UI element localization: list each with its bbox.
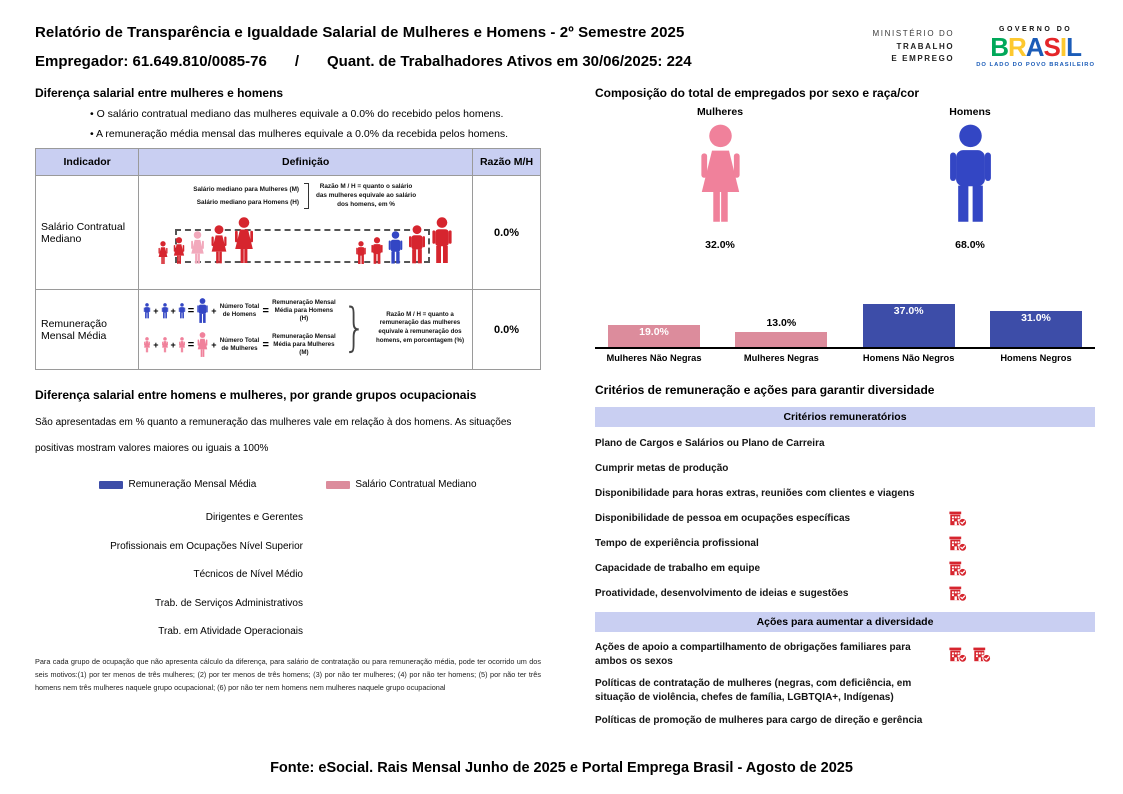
report-header	[0, 0, 1123, 70]
report-subtitle	[35, 53, 692, 70]
occupational-section-title: Diferença salarial entre homens e mulheres, por grande grupos ocupacionais	[35, 388, 477, 402]
bar-column	[726, 317, 836, 347]
report-title: Relatório de Transparência e Igualdade Salarial de Mulheres e Homens - 2º Semestre 2025	[35, 24, 685, 41]
bar-value-label: 19.0%	[639, 326, 669, 339]
header-logos	[873, 26, 1095, 68]
man-icon	[355, 241, 367, 265]
action-item: Ações de apoio a compartilhamento de obrigações familiares para ambos os sexos	[595, 641, 1095, 668]
woman-icon	[172, 237, 186, 265]
man-icon	[161, 303, 169, 319]
indicator-name: Remuneração Mensal Média	[36, 290, 139, 370]
women-result-label: Remuneração Mensal Média para Mulheres (M)	[272, 332, 336, 357]
bar-value-label: 37.0%	[893, 305, 924, 318]
definition-cell	[139, 290, 473, 370]
action-item: Políticas de contratação de mulheres (negras, com deficiência, em situação de violência, chefes de família, LGBTQIA+, Indígenas)	[595, 678, 912, 703]
report-body	[0, 70, 1123, 738]
gov-logo-top: GOVERNO DO	[999, 26, 1073, 33]
x-label: Homens Não Negros	[862, 353, 955, 363]
gov-logo-tagline: DO LADO DO POVO BRASILEIRO	[976, 62, 1095, 68]
women-total-label: Número Total de Mulheres	[219, 336, 260, 352]
criteria-section-title: Critérios de remuneração e ações para garantir diversidade	[595, 383, 935, 397]
bar-column	[854, 304, 964, 347]
woman-icon	[178, 337, 186, 353]
women-group-icons	[157, 217, 256, 265]
men-total-label: Número Total de Homens	[219, 302, 260, 318]
woman-icon	[232, 217, 256, 265]
median-men-label: Salário mediano para Homens (H)	[196, 199, 300, 207]
bar-homens-nao-negros	[863, 304, 955, 347]
ratio-value: 0.0%	[473, 290, 541, 370]
bar-column	[981, 311, 1091, 347]
company-check-icon	[949, 536, 967, 552]
bullet-average-pay: • A remuneração média mensal das mulheres equivale a 0.0% da recebida pelos homens.	[90, 128, 541, 140]
bar-value-label: 31.0%	[1021, 312, 1051, 325]
legend-item	[99, 479, 256, 490]
man-icon	[407, 225, 427, 265]
man-icon	[387, 231, 404, 265]
man-icon	[430, 217, 454, 265]
header-titles	[35, 24, 692, 70]
action-item: Políticas de promoção de mulheres para cargo de direção e gerência	[595, 715, 923, 727]
bar-homens-negros	[990, 311, 1082, 347]
definition-cell	[139, 176, 473, 290]
bar-mulheres-nao-negras	[608, 325, 700, 347]
pay-gap-section-title: Diferença salarial entre mulheres e homens	[35, 86, 284, 100]
col-header-definicao: Definição	[139, 149, 473, 176]
men-group-icons	[355, 217, 454, 265]
x-label: Homens Negros	[1000, 353, 1072, 363]
category-label: Dirigentes e Gerentes	[205, 512, 303, 523]
race-composition-bar-chart	[595, 301, 1095, 349]
woman-icon	[143, 337, 151, 353]
bullet-median-salary: • O salário contratual mediano das mulheres equivale a 0.0% do recebido pelos homens.	[90, 108, 541, 120]
woman-icon	[161, 337, 169, 353]
man-icon	[196, 298, 209, 324]
female-label: Mulheres	[696, 106, 744, 118]
criteria-item: Plano de Cargos e Salários ou Plano de Carreira	[595, 438, 825, 450]
man-icon	[178, 303, 186, 319]
col-header-indicador: Indicador	[36, 149, 139, 176]
women-average-formula: + + = + Número Total de Mulheres = Remuneração Mensal Média para Mulheres (M)	[143, 332, 337, 358]
woman-icon	[189, 231, 206, 265]
x-label: Mulheres Não Negras	[606, 353, 702, 363]
occupational-legend	[35, 479, 541, 490]
actions-list	[595, 641, 1095, 729]
col-header-razao: Razão M/H	[473, 149, 541, 176]
company-check-icon	[949, 561, 967, 577]
company-check-icon	[973, 647, 991, 663]
criteria-item: Disponibilidade de pessoa em ocupações específicas	[595, 511, 1095, 527]
bar-value-label: 13.0%	[766, 317, 797, 330]
active-workers-count: Quant. de Trabalhadores Ativos em 30/06/2025: 224	[326, 53, 692, 70]
category-label: Técnicos de Nível Médio	[193, 569, 303, 580]
governo-do-brasil-logo	[976, 26, 1095, 68]
brasil-wordmark: BRASIL	[990, 32, 1082, 62]
median-ratio-note: Razão M / H = quanto o salário das mulheres equivale ao salário dos homens, em %	[315, 183, 417, 208]
occupational-description: São apresentadas em % quanto a remuneração das mulheres vale em relação à dos homens. As situações positivas mostram valores maiores ou iguais a 100%	[35, 417, 512, 454]
man-icon	[370, 237, 384, 265]
brace-shape: }	[342, 297, 367, 358]
median-women-label: Salário mediano para Mulheres (M)	[193, 186, 300, 193]
category-label: Trab. em Atividade Operacionais	[158, 626, 303, 637]
bracket-shape	[304, 183, 309, 209]
median-salary-figure	[143, 213, 468, 271]
subtitle-separator: /	[294, 53, 299, 70]
category-label: Profissionais em Ocupações Nível Superior	[110, 540, 303, 552]
bar-column	[599, 325, 709, 347]
men-average-formula: + + = + Número Total de Homens = Remuneração Mensal Média para Homens (H)	[143, 298, 337, 324]
male-percentage: 68.0%	[955, 239, 985, 251]
ministerio-trabalho-logo	[873, 28, 955, 65]
pay-gap-bullets	[90, 108, 541, 140]
criteria-item: Proatividade, desenvolvimento de ideias e sugestões	[595, 586, 1095, 602]
employer-id: Empregador: 61.649.810/0085-76	[35, 53, 267, 70]
bar-mulheres-negras	[735, 317, 827, 347]
woman-icon	[209, 225, 229, 265]
man-icon	[143, 303, 151, 319]
mte-line2: TRABALHO	[896, 41, 955, 51]
pink-legend-swatch	[326, 481, 350, 489]
indicators-table	[35, 148, 541, 370]
legend-label: Remuneração Mensal Média	[128, 479, 257, 490]
criteria-item: Disponibilidade para horas extras, reuniões com clientes e viagens	[595, 488, 915, 500]
female-composition	[615, 106, 825, 251]
actions-group-header: Ações para aumentar a diversidade	[595, 612, 1095, 632]
men-result-label: Remuneração Mensal Média para Homens (H)	[272, 298, 336, 323]
criteria-item: Tempo de experiência profissional	[595, 536, 1095, 552]
occupational-categories	[35, 512, 303, 637]
company-check-icon	[949, 586, 967, 602]
criteria-group-header: Critérios remuneratórios	[595, 407, 1095, 427]
sex-composition-figures	[595, 106, 1095, 251]
blue-legend-swatch	[99, 481, 123, 489]
company-check-icon	[949, 511, 967, 527]
table-row	[36, 290, 541, 370]
x-label: Mulheres Negras	[743, 353, 819, 363]
criteria-list	[595, 436, 1095, 602]
average-ratio-note: Razão M / H = quanto a remuneração das mulheres equivale à remuneração dos homens, em porcentagem (%)	[375, 310, 465, 344]
male-label: Homens	[949, 106, 991, 118]
criteria-item: Cumprir metas de produção	[595, 463, 729, 475]
female-pictogram-icon	[695, 124, 746, 226]
male-pictogram-icon	[945, 124, 996, 226]
table-row	[36, 176, 541, 290]
company-check-icon	[949, 647, 967, 663]
male-composition	[865, 106, 1075, 251]
composition-section-title: Composição do total de empregados por sexo e raça/cor	[595, 86, 920, 100]
female-percentage: 32.0%	[705, 239, 735, 251]
table-header-row	[36, 149, 541, 176]
indicator-name: Salário Contratual Mediano	[36, 176, 139, 290]
woman-icon	[196, 332, 209, 358]
legend-item	[326, 479, 476, 490]
mte-line3: E EMPREGO	[891, 54, 955, 64]
left-column	[35, 70, 541, 738]
category-label: Trab. de Serviços Administrativos	[154, 597, 303, 609]
source-footer: Fonte: eSocial. Rais Mensal Junho de 2025 e Portal Emprega Brasil - Agosto de 2025	[270, 760, 853, 776]
woman-icon	[157, 241, 169, 265]
mte-line1: MINISTÉRIO DO	[872, 29, 955, 39]
right-column	[595, 70, 1095, 738]
bar-chart-x-labels	[595, 353, 1095, 363]
criteria-item: Capacidade de trabalho em equipe	[595, 561, 1095, 577]
occupational-footnote: Para cada grupo de ocupação que não apresenta cálculo da diferença, para salário de contratação ou para remuneração média, pode ter ocorrido um dos seis motivos:(1) por ter menos de três mulheres; (2) por ter menos de três homens; (3) por não ter mulheres; (4) por não ter homens; (5) por não ter três homens nem três mulheres naquele grupo ocupacional; (6) por não ter nem homens nem mulheres naquele grupo ocupacional	[35, 656, 541, 693]
ratio-value: 0.0%	[473, 176, 541, 290]
legend-label: Salário Contratual Mediano	[355, 479, 477, 490]
